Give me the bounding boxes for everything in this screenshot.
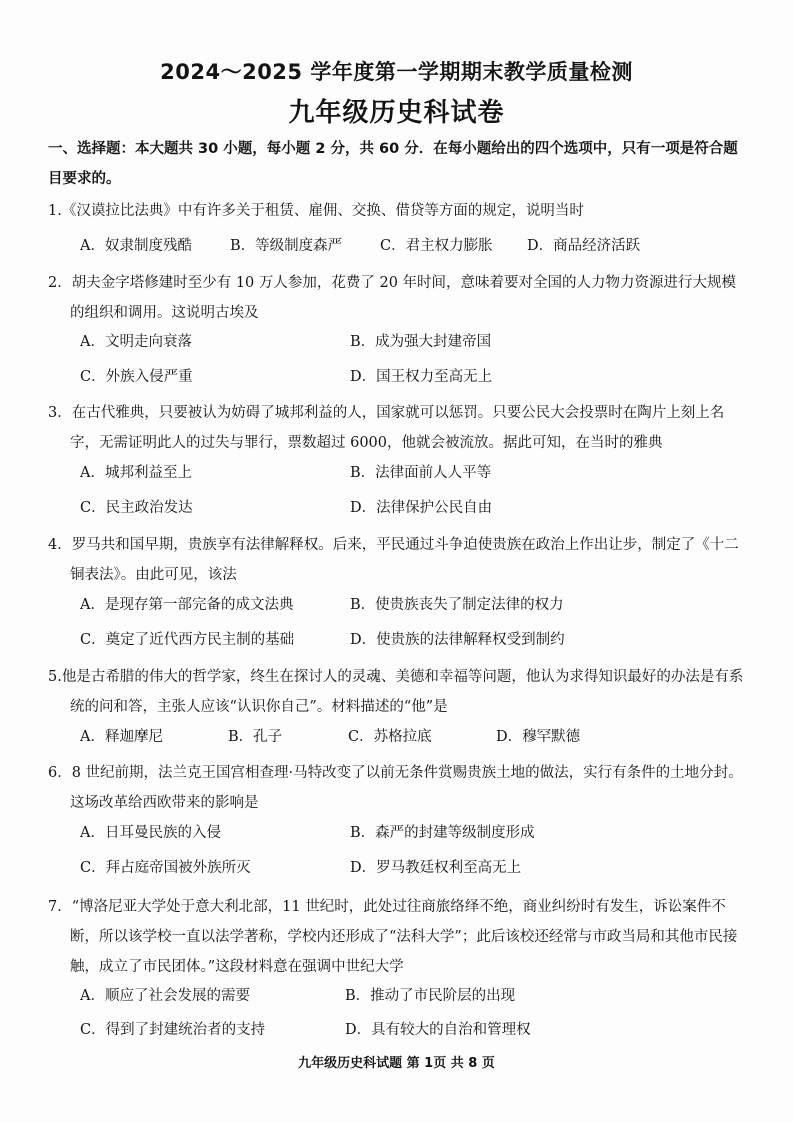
option-c: C．君主权力膨胀 <box>380 238 493 254</box>
question-6 <box>48 758 748 818</box>
option-a: A．文明走向衰落 <box>80 334 192 350</box>
option-d: D．具有较大的自治和管理权 <box>345 1022 531 1038</box>
option-d: D．国王权力至高无上 <box>350 369 493 385</box>
question-1 <box>48 196 748 226</box>
option-d: D．商品经济活跃 <box>527 238 641 254</box>
question-stem: 7．“博洛尼亚大学处于意大利北部，11 世纪时，此处过往商旅络绎不绝，商业纠纷时有发生，诉讼案件不断，所以该学校一直以法学著称，学校内还形成了“法科大学”；此后该校还经常与市政当局和其他市民接触，成立了市民团体。”这段材料意在强调中世纪大学 <box>48 899 738 975</box>
option-b: B．使贵族丧失了制定法律的权力 <box>350 597 564 613</box>
option-d: D．法律保护公民自由 <box>350 500 493 516</box>
option-b: B．成为强大封建帝国 <box>350 334 492 350</box>
option-a: A．日耳曼民族的入侵 <box>80 825 221 841</box>
option-a: A．是现存第一部完备的成文法典 <box>80 597 294 613</box>
question-stem: 3．在古代雅典，只要被认为妨碍了城邦利益的人，国家就可以惩罚。只要公民大会投票时在陶片上刻上名字，无需证明此人的过失与罪行，票数超过 6000，他就会被流放。据此可知，在当时的雅典 <box>48 405 725 451</box>
option-c: C．外族入侵严重 <box>80 369 193 385</box>
option-a: A．释迦摩尼 <box>80 729 163 745</box>
option-c: C．民主政治发达 <box>80 500 193 516</box>
option-b: B．法律面前人人平等 <box>350 465 492 481</box>
question-7 <box>48 892 748 982</box>
question-3 <box>48 398 748 458</box>
question-stem: 5.他是古希腊的伟大的哲学家，终生在探讨人的灵魂、美德和幸福等问题，他认为求得知识最好的办法是有系统的问和答，主张人应该“认识你自己”。材料描述的“他”是 <box>48 669 744 715</box>
question-2 <box>48 268 748 328</box>
option-c: C．拜占庭帝国被外族所灭 <box>80 860 251 876</box>
section-heading: 一、选择题：本大题共 30 小题，每小题 2 分，共 60 分．在每小题给出的四个选项中，只有一项是符合题目要求的。 <box>48 141 738 187</box>
question-5 <box>48 662 748 722</box>
option-b: B．推动了市民阶层的出现 <box>345 988 516 1004</box>
question-stem: 1.《汉谟拉比法典》中有许多关于租赁、雇佣、交换、借贷等方面的规定，说明当时 <box>48 203 584 219</box>
option-a: A．城邦利益至上 <box>80 465 192 481</box>
exam-title-term: 2024～2025 学年度第一学期期末教学质量检测 <box>160 60 633 84</box>
option-b: B．森严的封建等级制度形成 <box>350 825 535 841</box>
question-stem: 6．8 世纪前期，法兰克王国宫相查理·马特改变了以前无条件赏赐贵族土地的做法，实行有条件的土地分封。这场改革给西欧带来的影响是 <box>48 765 743 811</box>
option-a: A．顺应了社会发展的需要 <box>80 988 250 1004</box>
question-stem: 4．罗马共和国早期，贵族享有法律解释权。后来，平民通过斗争迫使贵族在政治上作出让步，制定了《十二铜表法》。由此可见，该法 <box>48 537 739 583</box>
option-c: C．得到了封建统治者的支持 <box>80 1022 266 1038</box>
option-c: C．奠定了近代西方民主制的基础 <box>80 632 295 648</box>
option-b: B．等级制度森严 <box>230 238 343 254</box>
option-b: B．孔子 <box>228 729 283 745</box>
exam-title-subject: 九年级历史科试卷 <box>288 98 505 128</box>
question-4 <box>48 530 748 590</box>
question-stem: 2．胡夫金字塔修建时至少有 10 万人参加，花费了 20 年时间，意味着要对全国的人力物力资源进行大规模的组织和调用。这说明古埃及 <box>48 275 737 321</box>
option-d: D．穆罕默德 <box>496 729 581 745</box>
option-c: C．苏格拉底 <box>348 729 432 745</box>
option-d: D．罗马教廷权利至高无上 <box>350 860 522 876</box>
option-a: A．奴隶制度残酷 <box>80 238 192 254</box>
page-footer: 九年级历史科试题 第 1页 共 8 页 <box>298 1056 495 1071</box>
option-d: D．使贵族的法律解释权受到制约 <box>350 632 565 648</box>
